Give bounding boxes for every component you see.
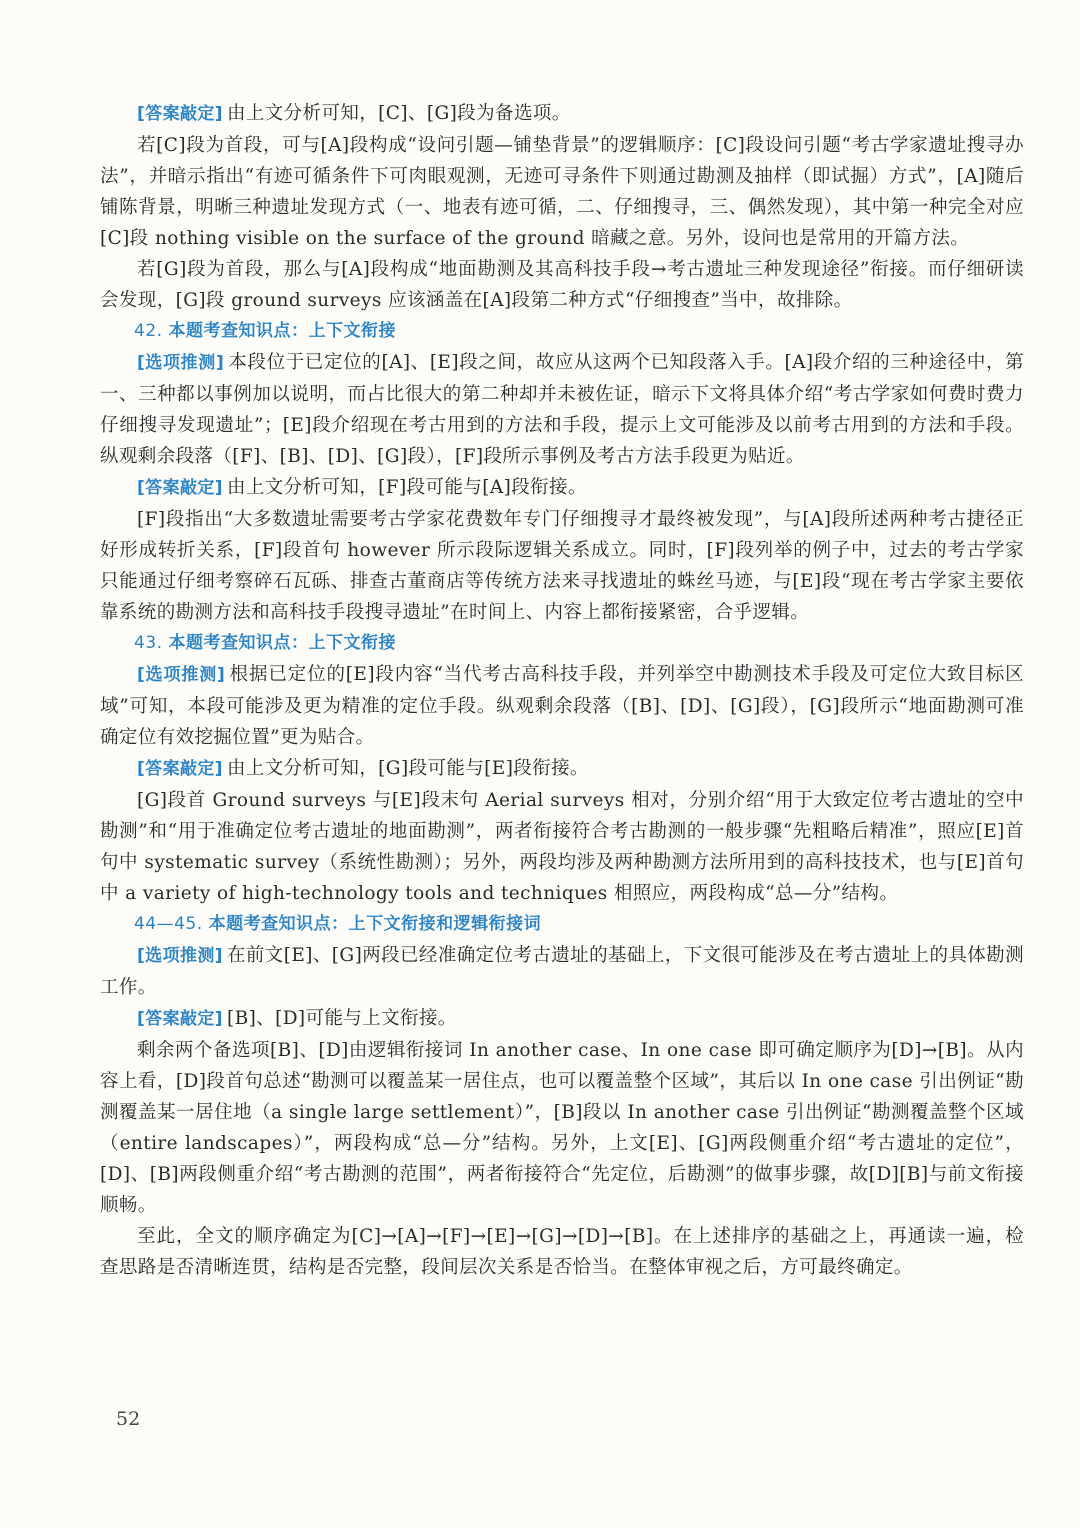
paragraph bbox=[100, 1221, 1024, 1283]
paragraph bbox=[100, 1035, 1024, 1221]
paragraph-text: 若[G]段为首段，那么与[A]段构成“地面勘测及其高科技手段→考古遗址三种发现途径”衔接。而仔细研读会发现，[G]段 ground surveys 应该涵盖在[A]段第二种方式“仔细搜查”当中，故排除。 bbox=[100, 259, 1024, 311]
answer-tag: [答案敲定] bbox=[137, 104, 223, 124]
question-heading bbox=[100, 628, 1024, 659]
paragraph bbox=[100, 504, 1024, 628]
answer-tag: [答案敲定] bbox=[137, 759, 223, 779]
paragraph bbox=[100, 659, 1024, 753]
answer-tag: [答案敲定] bbox=[137, 478, 223, 498]
paragraph-text: [G]段首 Ground surveys 与[E]段末句 Aerial surveys 相对，分别介绍“用于大致定位考古遗址的空中勘测”和“用于准确定位考古遗址的地面勘测”，两者衔接符合考古勘测的一般步骤“先粗略后精准”，照应[E]首句中 systematic survey（系统性勘测）；另外，两段均涉及两种勘测方法所用到的高科技技术，也与[E]首句中 a variety of high-technology tools and techniques 相照应，两段构成“总—分”结构。 bbox=[100, 790, 1024, 904]
paragraph-text: 本段位于已定位的[A]、[E]段之间，故应从这两个已知段落入手。[A]段介绍的三种途径中，第一、三种都以事例加以说明，而占比很大的第二种却并未被佐证，暗示下文将具体介绍“考古学家如何费时费力仔细搜寻发现遗址”；[E]段介绍现在考古用到的方法和手段，提示上文可能涉及以前考古用到的方法和手段。纵观剩余段落（[F]、[B]、[D]、[G]段），[F]段所示事例及考古方法手段更为贴近。 bbox=[100, 352, 1024, 467]
paragraph bbox=[100, 472, 1024, 504]
question-number: 44—45. bbox=[134, 914, 203, 934]
paragraph-text: [B]、[D]可能与上文衔接。 bbox=[226, 1008, 457, 1029]
prediction-tag: [选项推测] bbox=[137, 946, 223, 966]
paragraph bbox=[100, 785, 1024, 909]
paragraph-text: 由上文分析可知，[F]段可能与[A]段衔接。 bbox=[226, 477, 587, 498]
question-heading-text: 本题考查知识点：上下文衔接和逻辑衔接词 bbox=[208, 914, 542, 934]
paragraph-text: 由上文分析可知，[G]段可能与[E]段衔接。 bbox=[226, 758, 589, 779]
paragraph bbox=[100, 1003, 1024, 1035]
prediction-tag: [选项推测] bbox=[137, 665, 226, 685]
paragraph-text: 至此，全文的顺序确定为[C]→[A]→[F]→[E]→[G]→[D]→[B]。在上述排序的基础之上，再通读一遍，检查思路是否清晰连贯，结构是否完整，段间层次关系是否恰当。在整体审视之后，方可最终确定。 bbox=[100, 1226, 1024, 1278]
paragraph bbox=[100, 98, 1024, 130]
page-number: 52 bbox=[116, 1408, 141, 1430]
answer-tag: [答案敲定] bbox=[137, 1009, 223, 1029]
paragraph-text: 根据已定位的[E]段内容“当代考古高科技手段，并列举空中勘测技术手段及可定位大致目标区域”可知，本段可能涉及更为精准的定位手段。纵观剩余段落（[B]、[D]、[G]段），[G]段所示“地面勘测可准确定位有效挖掘位置”更为贴合。 bbox=[100, 664, 1024, 748]
question-heading-text: 本题考查知识点：上下文衔接 bbox=[168, 321, 397, 341]
paragraph-text: 若[C]段为首段，可与[A]段构成“设问引题—铺垫背景”的逻辑顺序：[C]段设问引题“考古学家遗址搜寻办法”，并暗示指出“有迹可循条件下可肉眼观测，无迹可寻条件下则通过勘测及抽样（即试掘）方式”，[A]随后铺陈背景，明晰三种遗址发现方式（一、地表有迹可循，二、仔细搜寻，三、偶然发现），其中第一种完全对应[C]段 nothing visible on the surface of the ground 暗藏之意。另外，设问也是常用的开篇方法。 bbox=[100, 135, 1024, 249]
paragraph-text: 由上文分析可知，[C]、[G]段为备选项。 bbox=[226, 103, 571, 124]
question-heading-text: 本题考查知识点：上下文衔接 bbox=[168, 633, 397, 653]
paragraph-text: 在前文[E]、[G]两段已经准确定位考古遗址的基础上，下文很可能涉及在考古遗址上的具体勘测工作。 bbox=[100, 945, 1024, 998]
question-number: 42. bbox=[134, 321, 163, 341]
paragraph bbox=[100, 753, 1024, 785]
paragraph bbox=[100, 347, 1024, 472]
prediction-tag: [选项推测] bbox=[137, 353, 225, 373]
paragraph-text: 剩余两个备选项[B]、[D]由逻辑衔接词 In another case、In one case 即可确定顺序为[D]→[B]。从内容上看，[D]段首句总述“勘测可以覆盖某一居住点，也可以覆盖整个区域”，其后以 In one case 引出例证“勘测覆盖某一居住地（a single large settlement）”，[B]段以 In another case 引出例证“勘测覆盖整个区域（entire landscapes）”，两段构成“总—分”结构。另外，上文[E]、[G]两段侧重介绍“考古遗址的定位”，[D]、[B]两段侧重介绍“考古勘测的范围”，两者衔接符合“先定位，后勘测”的做事步骤，故[D][B]与前文衔接顺畅。 bbox=[100, 1040, 1024, 1216]
paragraph bbox=[100, 254, 1024, 316]
paragraph-text: [F]段指出“大多数遗址需要考古学家花费数年专门仔细搜寻才最终被发现”，与[A]段所述两种考古捷径正好形成转折关系，[F]段首句 however 所示段际逻辑关系成立。同时，[F]段列举的例子中，过去的考古学家只能通过仔细考察碎石瓦砾、排查古董商店等传统方法来寻找遗址的蛛丝马迹，与[E]段“现在考古学家主要依靠系统的勘测方法和高科技手段搜寻遗址”在时间上、内容上都衔接紧密，合乎逻辑。 bbox=[100, 509, 1024, 623]
question-heading bbox=[100, 909, 1024, 940]
question-number: 43. bbox=[134, 633, 163, 653]
paragraph bbox=[100, 130, 1024, 254]
paragraph bbox=[100, 940, 1024, 1003]
question-heading bbox=[100, 316, 1024, 347]
page-content bbox=[100, 98, 1024, 1283]
